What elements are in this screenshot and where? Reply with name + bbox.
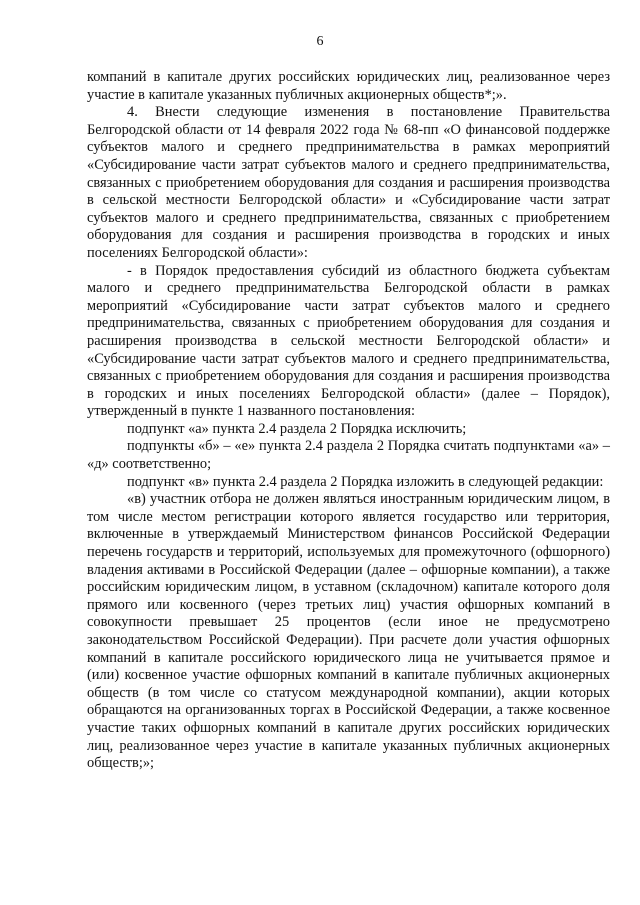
paragraph-subitem-a-exclude: подпункт «а» пункта 2.4 раздела 2 Порядка исключить; bbox=[127, 420, 467, 437]
document-body bbox=[87, 69, 610, 773]
paragraph-continuation: компаний в капитале других российских юридических лиц, реализованное через участие в капитале указанных публичных акционерных обществ*;». bbox=[87, 69, 610, 103]
paragraph-subitems-renumber: подпункты «б» – «е» пункта 2.4 раздела 2 Порядка считать подпунктами «а» – «д» соответственно; bbox=[87, 438, 610, 473]
paragraph-subitem-v-restate: подпункт «в» пункта 2.4 раздела 2 Порядка изложить в следующей редакции: bbox=[127, 473, 604, 490]
paragraph-item-4: 4. Внести следующие изменения в постановление Правительства Белгородской области от 14 февраля 2022 года № 68-пп «О финансовой поддержке субъектов малого и среднего предпринимательства в рамках мероприятий «Субсидирование части затрат субъектов малого и среднего предпринимательства, связанных с приобретением оборудования для создания и расширения производства в сельской местности Белгородской области» и «Субсидирование части затрат субъектов малого и среднего предпринимательства, связанных с приобретением оборудования для создания и расширения производства в городских и иных поселениях Белгородской области»: bbox=[87, 104, 610, 261]
paragraph-procedure-amendment: - в Порядок предоставления субсидий из областного бюджета субъектам малого и среднего предпринимательства Белгородской области в рамках мероприятий «Субсидирование части затрат субъектов малого и среднего предпринимательства, связанных с приобретением оборудования для создания и расширения производства в сельской местности Белгородской области» и «Субсидирование части затрат субъектов малого и среднего предпринимательства, связанных с приобретением оборудования для создания и расширения производства в городских и иных поселениях Белгородской области» (далее – Порядок), утвержденный в пункте 1 названного постановления: bbox=[87, 262, 610, 420]
page-number: 6 bbox=[316, 34, 324, 49]
paragraph-subitem-v-text: «в) участник отбора не должен являться иностранным юридическим лицом, в том числе местом регистрации которого является государство или территория, включенные в утверждаемый Министерством финансов Российской Федерации перечень государств и территорий, используемых для промежуточного (офшорного) владения активами в Российской Федерации (далее – офшорные компании), а также российским юридическим лицом, в уставном (складочном) капитале которого доля прямого или косвенного (через третьих лиц) участия офшорных компаний в совокупности превышает 25 процентов (если иное не предусмотрено законодательством Российской Федерации). При расчете доли участия офшорных компаний в капитале российского юридического лица не учитывается прямое и (или) косвенное участие офшорных компаний в капитале публичных акционерных обществ (в том числе со статусом международной компании), акции которых обращаются на организованных торгах в Российской Федерации, а также косвенное участие таких офшорных компаний в капитале других российских юридических лиц, реализованное через участие в капитале указанных публичных акционерных обществ;»; bbox=[87, 491, 610, 772]
